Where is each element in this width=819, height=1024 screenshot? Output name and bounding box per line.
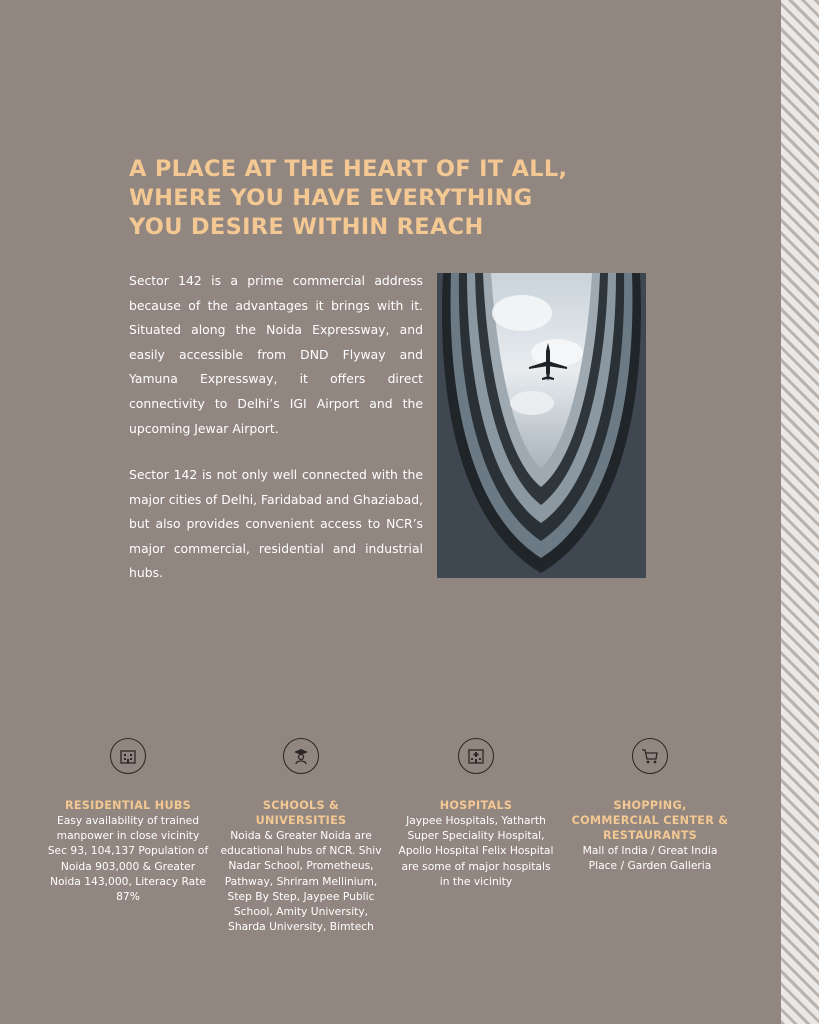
decorative-pattern-border [781, 0, 819, 1024]
feature-title: SHOPPING, COMMERCIAL CENTER & RESTAURANTS [571, 799, 729, 842]
feature-shopping-commercial [568, 738, 732, 873]
connectivity-paragraph: Sector 142 is not only well connected with the major cities of Delhi, Faridabad and Ghaziabad, but also provides convenient access to NCR’s major commercial, residential and industrial hubs. [129, 467, 423, 581]
feature-description: Easy availability of trained manpower in close vicinity Sec 93, 104,137 Population of Noida 903,000 & Greater Noida 143,000, Literacy Rate 87% [47, 814, 209, 904]
feature-schools-universities [219, 738, 383, 934]
graduate-icon [283, 738, 319, 774]
feature-residential-hubs [47, 738, 209, 904]
feature-title: RESIDENTIAL HUBS [64, 799, 192, 812]
shopping-cart-icon [632, 738, 668, 774]
page-headline [129, 155, 649, 242]
headline-line-1: A PLACE AT THE HEART OF IT ALL, [129, 156, 568, 182]
feature-title: HOSPITALS [439, 799, 513, 812]
feature-title: SCHOOLS & UNIVERSITIES [255, 799, 347, 827]
building-icon [110, 738, 146, 774]
feature-description: Noida & Greater Noida are educational hubs of NCR. Shiv Nadar School, Prometheus, Pathway, Shriram Mellinium, Step By Step, Jaypee Public School, Amity University, Sharda University, Bimtech [220, 829, 382, 934]
headline-line-2: WHERE YOU HAVE EVERYTHING [129, 185, 533, 211]
feature-hospitals [397, 738, 555, 889]
airplane-over-building-photo [437, 273, 646, 578]
intro-paragraph: Sector 142 is a prime commercial address because of the advantages it brings with it. Situated along the Noida Expressway, and easily accessible from DND Flyway and Yamuna Expressway, it offers direct connectivity to Delhi’s IGI Airport and the upcoming Jewar Airport. [129, 273, 423, 436]
feature-description: Mall of India / Great India Place / Garden Galleria [582, 844, 718, 873]
hospital-icon [458, 738, 494, 774]
feature-description: Jaypee Hospitals, Yatharth Super Speciality Hospital, Apollo Hospital Felix Hospital are some of major hospitals in the vicinity [398, 814, 554, 888]
headline-line-3: YOU DESIRE WITHIN REACH [129, 214, 484, 240]
